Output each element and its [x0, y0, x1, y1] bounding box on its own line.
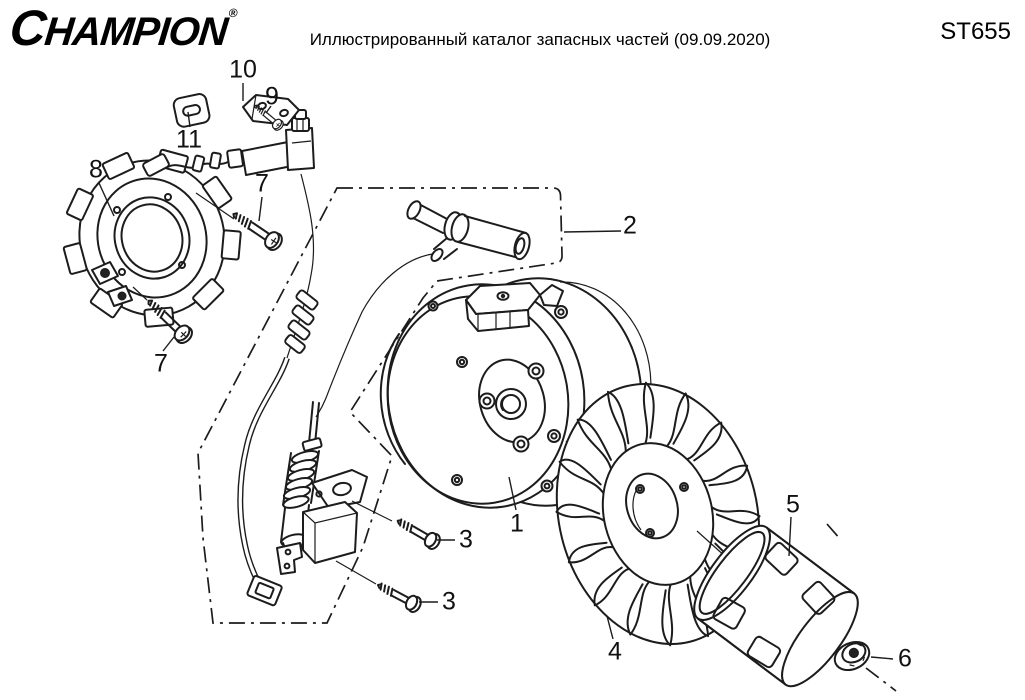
brand-logo-rest: HAMPION	[42, 10, 230, 54]
wire-connector	[247, 575, 283, 606]
stator	[59, 142, 244, 335]
callout-6: 6	[898, 644, 912, 673]
callout-3-upper: 3	[459, 525, 473, 554]
ignition-coil	[277, 402, 367, 574]
plate	[172, 93, 210, 128]
callout-9: 9	[265, 82, 279, 111]
brand-logo-first-letter: C	[7, 0, 49, 56]
callout-3-lower: 3	[442, 587, 456, 616]
registered-trademark-symbol: ®	[228, 6, 239, 20]
callout-7-lower: 7	[154, 349, 168, 378]
callout-4: 4	[608, 637, 622, 666]
callout-5: 5	[786, 490, 800, 519]
model-number: ST655	[940, 18, 1011, 45]
callout-10: 10	[229, 55, 257, 84]
callout-7-upper: 7	[255, 169, 269, 198]
coil-bolt-upper	[394, 514, 443, 551]
page-title: Иллюстрированный каталог запасных частей (09.09.2020)	[309, 30, 771, 49]
coil-bolt-lower	[374, 578, 423, 614]
starter-handle	[405, 199, 533, 263]
callout-1: 1	[510, 509, 524, 538]
callout-2: 2	[623, 211, 637, 240]
callout-8: 8	[89, 155, 103, 184]
callout-11: 11	[176, 125, 202, 154]
